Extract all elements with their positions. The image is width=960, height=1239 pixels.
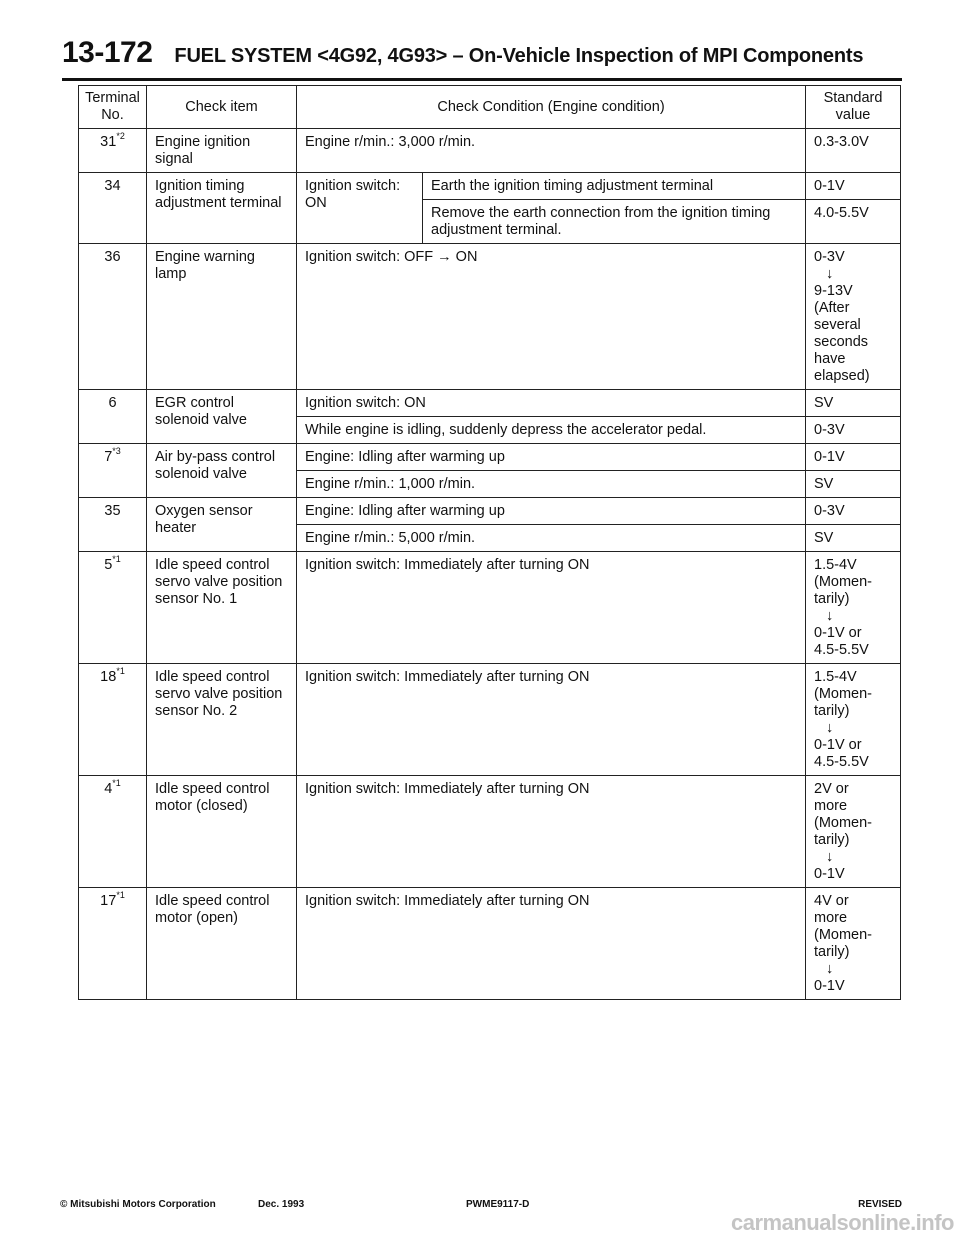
check-item-cell: Idle speed control motor (closed) [147, 776, 297, 888]
terminal-number-cell [79, 390, 147, 444]
inspection-table [78, 85, 901, 1000]
check-item-cell: Idle speed control servo valve position sensor No. 2 [147, 664, 297, 776]
column-header-terminal: Terminal No. [79, 86, 147, 129]
terminal-footnote-mark: *1 [112, 778, 121, 789]
footer-status: REVISED [858, 1199, 902, 1210]
standard-value-line: SV [814, 476, 834, 492]
terminal-footnote-mark: *1 [116, 890, 125, 901]
footer-copyright: © Mitsubishi Motors Corporation [60, 1199, 216, 1210]
standard-value-line: (Momen- [814, 574, 873, 590]
terminal-number-cell [79, 444, 147, 498]
page-title: FUEL SYSTEM <4G92, 4G93> – On-Vehicle Inspection of MPI Components [174, 45, 864, 67]
terminal-number-cell [79, 244, 147, 390]
down-arrow-icon: ↓ [826, 608, 834, 624]
standard-value-line: 0-1V [814, 178, 845, 194]
check-condition-cell: Engine: Idling after warming up [297, 498, 806, 525]
standard-value-cell [806, 173, 901, 200]
standard-value-line: SV [814, 395, 834, 411]
standard-value-line: tarily) [814, 703, 850, 719]
standard-value-line: 0-3V [814, 249, 845, 265]
check-condition-cell: Ignition switch: Immediately after turning ON [297, 776, 806, 888]
standard-value-cell [806, 888, 901, 1000]
check-condition-cell: Ignition switch: ON [297, 390, 806, 417]
standard-value-line: (Momen- [814, 927, 873, 943]
standard-value-line: 0-1V [814, 449, 845, 465]
standard-value-cell [806, 664, 901, 776]
table-row [79, 888, 901, 1000]
standard-value-line: 0-1V or [814, 737, 862, 753]
terminal-number-cell [79, 776, 147, 888]
terminal-footnote-mark: *1 [112, 554, 121, 565]
standard-value-cell [806, 444, 901, 471]
table-row [79, 390, 901, 417]
standard-value-line: 1.5-4V [814, 669, 857, 685]
terminal-number: 35 [104, 503, 121, 519]
standard-value-line: 9-13V [814, 283, 853, 299]
check-item-cell: Engine warning lamp [147, 244, 297, 390]
standard-value-line: 0-1V [814, 978, 845, 994]
check-condition-cell: Ignition switch: Immediately after turning ON [297, 552, 806, 664]
check-item-cell: Idle speed control motor (open) [147, 888, 297, 1000]
table-row [79, 444, 901, 471]
standard-value-line: more [814, 910, 848, 926]
check-condition-cell: Ignition switch: Immediately after turning ON [297, 664, 806, 776]
terminal-number-cell [79, 173, 147, 244]
check-item-cell: Ignition timing adjustment terminal [147, 173, 297, 244]
table-body [79, 129, 901, 1000]
down-arrow-icon: ↓ [826, 266, 834, 282]
standard-value-line: seconds [814, 334, 869, 350]
standard-value-line: 0-3V [814, 422, 845, 438]
column-header-check-condition: Check Condition (Engine condition) [297, 86, 806, 129]
check-condition-cell: Remove the earth connection from the ignition timing adjustment terminal. [423, 200, 806, 244]
standard-value-line: 4V or [814, 893, 849, 909]
standard-value-cell [806, 498, 901, 525]
terminal-number: 6 [108, 395, 117, 411]
terminal-number: 4 [104, 781, 113, 797]
terminal-number: 34 [104, 178, 121, 194]
standard-value-line: elapsed) [814, 368, 870, 384]
standard-value-line: (After [814, 300, 850, 316]
column-header-standard-value: Standard value [806, 86, 901, 129]
standard-value-cell [806, 200, 901, 244]
table-row [79, 552, 901, 664]
standard-value-cell [806, 525, 901, 552]
terminal-number-cell [79, 888, 147, 1000]
terminal-number-cell [79, 498, 147, 552]
standard-value-line: tarily) [814, 832, 850, 848]
column-header-check-item: Check item [147, 86, 297, 129]
table-header-row [79, 86, 901, 129]
terminal-number: 17 [100, 893, 117, 909]
standard-value-line: 1.5-4V [814, 557, 857, 573]
watermark-text: carmanualsonline.info [731, 1210, 954, 1235]
terminal-number: 7 [104, 449, 113, 465]
page-header [62, 36, 902, 81]
standard-value-line: (Momen- [814, 686, 873, 702]
standard-value-line: 4.5-5.5V [814, 754, 869, 770]
standard-value-line: tarily) [814, 944, 850, 960]
standard-value-line: several [814, 317, 861, 333]
terminal-number: 31 [100, 134, 117, 150]
standard-value-line: 4.0-5.5V [814, 205, 869, 221]
terminal-number: 18 [100, 669, 117, 685]
check-condition-cell: Ignition switch: OFF → ON [297, 244, 806, 390]
check-condition-cell: Ignition switch: Immediately after turning ON [297, 888, 806, 1000]
standard-value-line: 0-1V or [814, 625, 862, 641]
table-row [79, 776, 901, 888]
standard-value-line: tarily) [814, 591, 850, 607]
terminal-number-cell [79, 129, 147, 173]
check-condition-cell: Engine r/min.: 5,000 r/min. [297, 525, 806, 552]
standard-value-line: (Momen- [814, 815, 873, 831]
standard-value-line: have [814, 351, 846, 367]
check-item-cell: Engine ignition signal [147, 129, 297, 173]
standard-value-cell [806, 552, 901, 664]
standard-value-line: SV [814, 530, 834, 546]
standard-value-line: 2V or [814, 781, 849, 797]
terminal-number-cell [79, 664, 147, 776]
standard-value-line: 0-1V [814, 866, 845, 882]
standard-value-cell [806, 776, 901, 888]
standard-value-line: more [814, 798, 848, 814]
down-arrow-icon: ↓ [826, 849, 834, 865]
standard-value-cell [806, 129, 901, 173]
terminal-number-cell [79, 552, 147, 664]
terminal-footnote-mark: *1 [116, 666, 125, 677]
check-item-cell: Air by-pass control solenoid valve [147, 444, 297, 498]
down-arrow-icon: ↓ [826, 720, 834, 736]
terminal-footnote-mark: *2 [116, 131, 125, 142]
footer-doc-code: PWME9117-D [466, 1199, 530, 1210]
check-condition-cell: Engine: Idling after warming up [297, 444, 806, 471]
table-row [79, 129, 901, 173]
down-arrow-icon: ↓ [826, 961, 834, 977]
check-condition-cell: Engine r/min.: 3,000 r/min. [297, 129, 806, 173]
check-item-cell: EGR control solenoid valve [147, 390, 297, 444]
check-condition-cell: Earth the ignition timing adjustment terminal [423, 173, 806, 200]
standard-value-line: 0-3V [814, 503, 845, 519]
check-condition-cell: While engine is idling, suddenly depress the accelerator pedal. [297, 417, 806, 444]
standard-value-cell [806, 244, 901, 390]
terminal-footnote-mark: *3 [112, 446, 121, 457]
check-condition-cell: Engine r/min.: 1,000 r/min. [297, 471, 806, 498]
page-number: 13-172 [62, 36, 153, 69]
table-row [79, 498, 901, 525]
standard-value-cell [806, 417, 901, 444]
standard-value-line: 4.5-5.5V [814, 642, 869, 658]
standard-value-cell [806, 390, 901, 417]
condition-group-label: Ignition switch: ON [297, 173, 423, 244]
table-row [79, 244, 901, 390]
standard-value-line: 0.3-3.0V [814, 134, 869, 150]
standard-value-cell [806, 471, 901, 498]
footer-date: Dec. 1993 [258, 1199, 305, 1210]
terminal-number: 36 [104, 249, 121, 265]
terminal-number: 5 [104, 557, 113, 573]
check-item-cell: Oxygen sensor heater [147, 498, 297, 552]
check-item-cell: Idle speed control servo valve position sensor No. 1 [147, 552, 297, 664]
table-row [79, 173, 901, 200]
table-row [79, 664, 901, 776]
